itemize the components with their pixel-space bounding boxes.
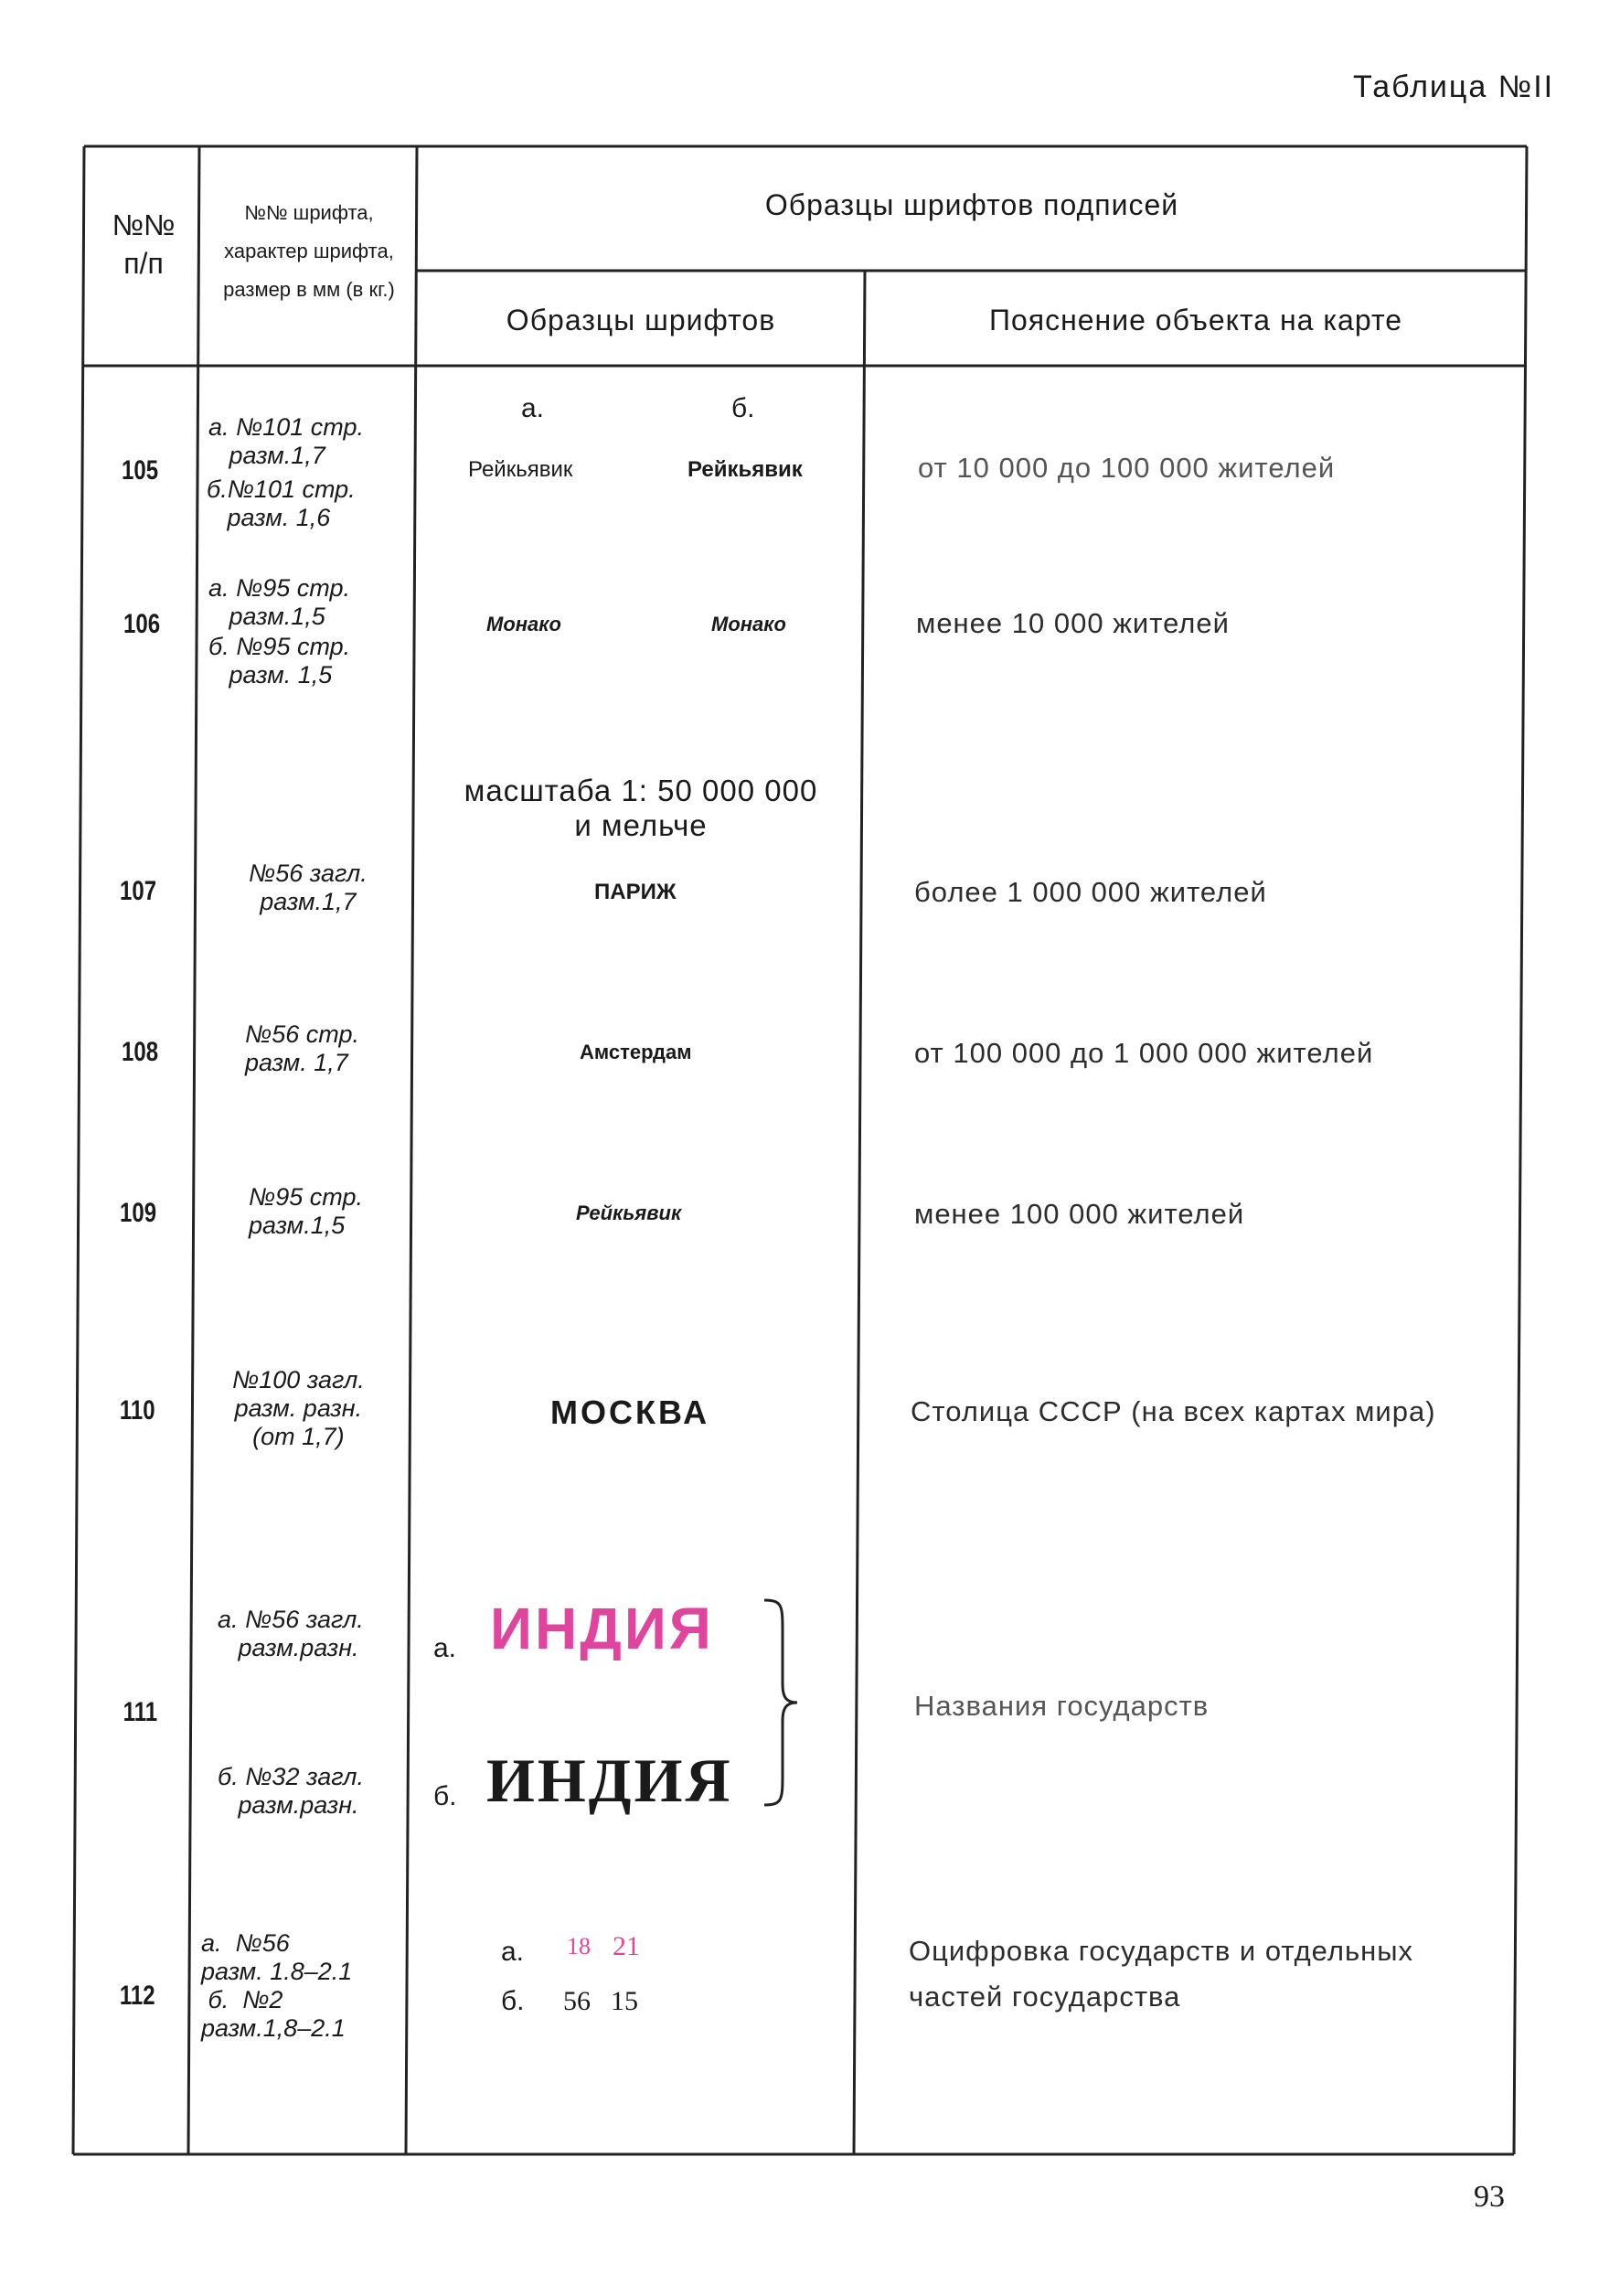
row-111-spec-a: а. №56 загл. разм.разн. [218, 1606, 364, 1662]
header-col-font-line1: №№ шрифта, [244, 201, 374, 224]
row-106-spec-a: а. №95 стр. разм.1,5 [208, 574, 350, 631]
row-109-sample: Рейкьявик [576, 1201, 682, 1224]
header-group-title: Образцы шрифтов подписей [764, 188, 1179, 221]
col-sep-2 [406, 146, 417, 2154]
row-108-spec: №56 стр. разм. 1,7 [245, 1020, 359, 1077]
scale-note-line2: и мельче [574, 807, 708, 842]
header-col-number: №№ п/п [112, 208, 176, 280]
row-106-spec-b: б. №95 стр. разм. 1,5 [208, 633, 351, 689]
scale-note-line1: масштаба 1: 50 000 000 [464, 774, 818, 807]
row-112-digits-b2: 15 [611, 1986, 638, 2016]
row-105-label-a: а. [521, 393, 545, 423]
row-106-number: 106 [123, 609, 161, 639]
col-sep-1 [188, 146, 199, 2154]
row-112-digits-a1: 18 [567, 1933, 591, 1960]
row-108-sample: Амстердам [580, 1041, 692, 1063]
row-111-sample-b: ИНДИЯ [486, 1746, 733, 1815]
row-105-sample-a: Рейкьявик [468, 457, 573, 482]
row-107-number: 107 [120, 876, 157, 906]
row-109-spec: №95 стр. разм.1,5 [249, 1183, 363, 1240]
row-112-label-a: а. [501, 1937, 525, 1967]
table-caption: Таблица №II [1353, 69, 1555, 104]
row-109-number: 109 [120, 1198, 157, 1228]
header-col-samples: Образцы шрифтов [506, 304, 776, 336]
row-106-sample-b: Монако [711, 613, 786, 635]
header-col-explanation: Пояснение объекта на карте [988, 304, 1403, 336]
row-107-spec: №56 загл. разм.1,7 [249, 860, 368, 916]
row-106-sample-a: Монако [486, 613, 561, 635]
table-left-border [73, 146, 84, 2154]
row-112-description-line2: частей государства [909, 1981, 1181, 2013]
row-105-number: 105 [122, 455, 159, 486]
row-111-label-b: б. [433, 1781, 457, 1811]
row-112-digits-b1: 56 [563, 1986, 591, 2016]
curly-brace-icon [759, 1597, 805, 1809]
row-112-description-line1: Оцифровка государств и отдельных [909, 1935, 1414, 1967]
row-108-description: от 100 000 до 1 000 000 жителей [914, 1037, 1374, 1069]
row-107-sample: ПАРИЖ [594, 880, 677, 904]
row-111-description: Названия государств [914, 1690, 1210, 1722]
col-sep-3 [854, 271, 865, 2154]
row-111-number: 111 [123, 1697, 158, 1727]
row-110-sample: МОСКВА [550, 1394, 710, 1431]
table-right-border [1514, 146, 1527, 2154]
row-107-description: более 1 000 000 жителей [914, 876, 1267, 908]
row-105-spec-b: б.№101 стр. разм. 1,6 [207, 475, 356, 532]
row-111-sample-a: ИНДИЯ [490, 1596, 714, 1661]
header-col-font-line3: размер в мм (в кг.) [223, 277, 395, 301]
page-number: 93 [1474, 2180, 1505, 2214]
row-106-description: менее 10 000 жителей [916, 607, 1230, 639]
row-112-number: 112 [119, 1981, 155, 2011]
row-112-label-b: б. [501, 1986, 525, 2016]
row-111-spec-b: б. №32 загл. разм.разн. [218, 1763, 364, 1820]
row-112-spec: а. №56 разм. 1.8–2.1 б. №2 разм.1,8–2.1 [201, 1929, 353, 2043]
row-110-number: 110 [119, 1395, 155, 1426]
row-108-number: 108 [122, 1037, 159, 1067]
row-105-spec-a: а. №101 стр. разм.1,7 [208, 413, 365, 470]
row-109-description: менее 100 000 жителей [914, 1198, 1245, 1230]
row-105-description: от 10 000 до 100 000 жителей [918, 452, 1336, 484]
row-110-spec: №100 загл. разм. разн. (от 1,7) [232, 1366, 365, 1451]
row-105-label-b: б. [731, 393, 755, 423]
header-col-font-line2: характер шрифта, [224, 239, 394, 262]
row-111-label-a: а. [433, 1633, 457, 1663]
row-112-digits-a2: 21 [613, 1931, 640, 1961]
row-110-description: Столица СССР (на всех картах мира) [911, 1395, 1436, 1427]
row-105-sample-b: Рейкьявик [687, 457, 803, 482]
